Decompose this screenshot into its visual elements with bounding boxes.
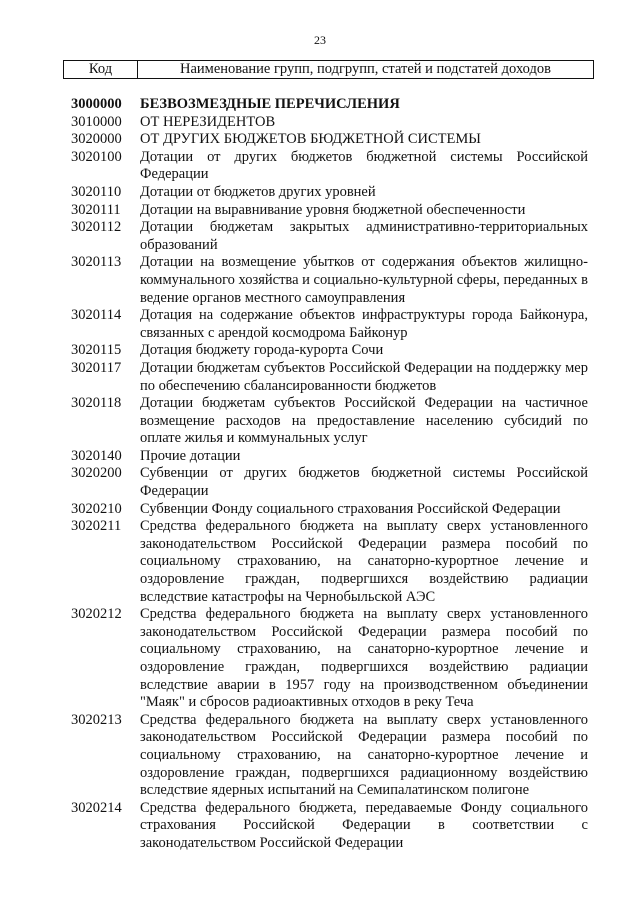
row-code: 3020110: [71, 183, 122, 200]
row-code: 3020114: [71, 307, 122, 324]
table-row: [71, 342, 591, 360]
table-row: [71, 307, 591, 342]
row-name: Дотация на содержание объектов инфраструктуры города Байконура, связанных с арендой космодрома Байконур: [140, 307, 588, 341]
row-code: 3020000: [71, 131, 122, 148]
table-row: [71, 800, 591, 853]
row-code: 3020100: [71, 148, 122, 165]
table-row: [71, 96, 591, 114]
table-row: [71, 465, 591, 500]
row-code: 3020213: [71, 711, 122, 728]
table-row: [71, 131, 591, 149]
row-code: 3010000: [71, 113, 122, 130]
row-name: Дотации бюджетам субъектов Российской Федерации на поддержку мер по обеспечению сбалансированности бюджетов: [140, 359, 588, 394]
table-row: [71, 184, 591, 202]
row-name: Дотации от других бюджетов бюджетной системы Российской Федерации: [140, 148, 588, 183]
table-row: [71, 501, 591, 519]
row-code: 3020115: [71, 342, 122, 359]
row-name: Дотации на возмещение убытков от содержания объектов жилищно-коммунального хозяйства и социально-культурной сферы, переданных в ведение органов местного самоуправления: [140, 254, 588, 306]
row-name: ОТ ДРУГИХ БЮДЖЕТОВ БЮДЖЕТНОЙ СИСТЕМЫ: [140, 131, 481, 148]
row-name: БЕЗВОЗМЕЗДНЫЕ ПЕРЕЧИСЛЕНИЯ: [140, 96, 400, 112]
row-name: Средства федерального бюджета, передаваемые Фонду социального страхования Российской Федерации в соответствии с законодательством Российской Федерации: [140, 799, 588, 851]
row-code: 3020117: [71, 359, 122, 376]
row-name: Средства федерального бюджета на выплату сверх установленного законодательством Российской Федерации размера пособий по социальному страхованию, на санаторно-курортное лечение и оздоровление граждан, подвергшихся воздействию радиации вследствие катастрофы на Чернобыльской АЭС: [140, 518, 588, 605]
page-number: 23: [314, 33, 326, 47]
table-row: [71, 448, 591, 466]
income-classification-list: [71, 96, 591, 853]
column-header-code: Код: [64, 61, 138, 78]
row-name: ОТ НЕРЕЗИДЕНТОВ: [140, 113, 276, 130]
row-code: 3020112: [71, 219, 122, 236]
row-name: Дотации бюджетам закрытых административно-территориальных образований: [140, 219, 588, 253]
table-row: [71, 202, 591, 220]
row-name: Субвенции Фонду социального страхования Российской Федерации: [140, 500, 561, 517]
table-row: [71, 360, 591, 395]
row-code: 3020113: [71, 254, 122, 271]
row-code: 3000000: [71, 96, 122, 112]
row-name: Субвенции от других бюджетов бюджетной системы Российской Федерации: [140, 465, 588, 500]
row-code: 3020211: [71, 518, 122, 535]
row-name: Прочие дотации: [140, 447, 241, 464]
row-code: 3020111: [71, 201, 121, 218]
row-name: Средства федерального бюджета на выплату сверх установленного законодательством Российской Федерации размера пособий по социальному страхованию, на санаторно-курортное лечение и оздоровление граждан, подвергшихся радиационному воздействию вследствие ядерных испытаний на Семипалатинском полигоне: [140, 711, 588, 799]
table-row: [71, 606, 591, 712]
table-row: [71, 395, 591, 448]
row-name: Дотации на выравнивание уровня бюджетной обеспеченности: [140, 201, 526, 218]
row-code: 3020118: [71, 395, 122, 412]
row-code: 3020140: [71, 447, 122, 464]
table-row: [71, 518, 591, 606]
row-name: Дотация бюджету города-курорта Сочи: [140, 342, 384, 359]
row-code: 3020214: [71, 799, 122, 816]
table-row: [71, 712, 591, 800]
column-header-name: Наименование групп, подгрупп, статей и подстатей доходов: [180, 61, 551, 77]
table-row: [71, 219, 591, 254]
row-name: Дотации от бюджетов других уровней: [140, 183, 376, 200]
row-name: Дотации бюджетам субъектов Российской Федерации на частичное возмещение расходов на предоставление населению субсидий по оплате жилья и коммунальных услуг: [140, 395, 588, 447]
row-code: 3020200: [71, 465, 122, 482]
row-name: Средства федерального бюджета на выплату сверх установленного законодательством Российской Федерации размера пособий по социальному страхованию, на санаторно-курортное лечение и оздоровление граждан, подвергшихся воздействию радиации вследствие аварии в 1957 году на производственном объединении "Маяк" и сбросов радиоактивных отходов в реку Теча: [140, 606, 588, 711]
row-code: 3020210: [71, 500, 122, 517]
table-header: [63, 60, 594, 79]
table-row: [71, 114, 591, 132]
table-row: [71, 254, 591, 307]
row-code: 3020212: [71, 606, 122, 623]
table-row: [71, 149, 591, 184]
